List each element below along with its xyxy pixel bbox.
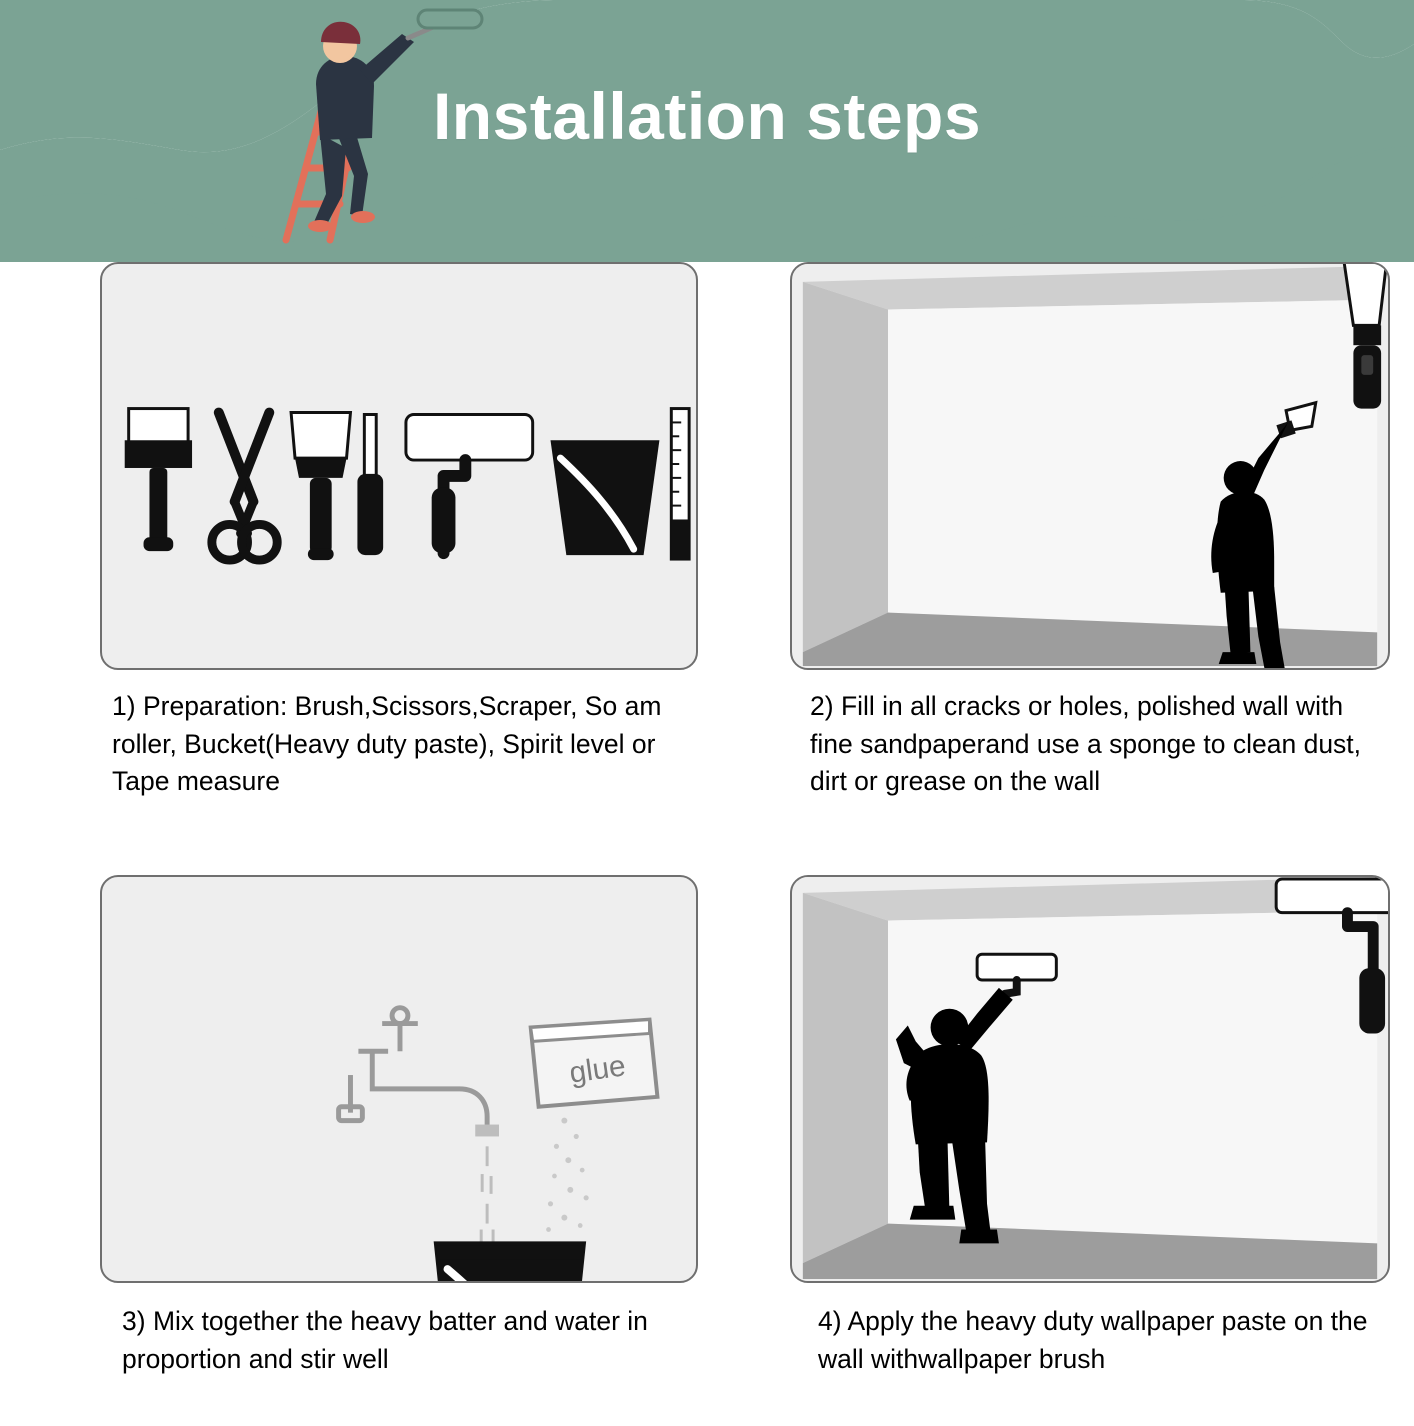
glue-package-icon: [531, 1020, 658, 1107]
step-4-caption: [790, 1303, 1390, 1378]
step-3-caption: [100, 1303, 698, 1378]
step-2: [790, 262, 1390, 801]
step-1-image: [100, 262, 698, 670]
step-4-image: [790, 875, 1390, 1283]
paint-roller-icon: [406, 415, 533, 554]
step-3: [100, 875, 698, 1378]
page-title: Installation steps: [432, 79, 982, 153]
step-2-image: [790, 262, 1390, 670]
step-3-text: Mix together the heavy batter and water in proportion and stir well: [122, 1306, 648, 1374]
water-drops-icon: [481, 1146, 493, 1245]
step-3-image: [100, 875, 698, 1283]
bucket-icon: [434, 1241, 586, 1281]
step-4-text: Apply the heavy duty wallpaper paste on the wall withwallpaper brush: [818, 1306, 1368, 1374]
step-2-text: Fill in all cracks or holes, polished wall with fine sandpaperand use a sponge to clean dust, dirt or grease on the wall: [810, 691, 1362, 797]
step-4: [790, 875, 1390, 1378]
brush-icon: [125, 409, 192, 552]
scissors-icon: [212, 413, 277, 561]
step-3-number: 3): [122, 1306, 146, 1336]
step-1: [100, 262, 698, 801]
faucet-spout: [475, 1125, 499, 1137]
spirit-level-icon: [671, 409, 689, 560]
powder-icon: [546, 1118, 589, 1232]
step-1-caption: [100, 688, 698, 801]
faucet-icon: [339, 1008, 488, 1127]
step-2-number: 2): [810, 691, 834, 721]
glue-label: glue: [567, 1049, 628, 1090]
bucket-icon: [551, 440, 660, 555]
step-1-number: 1): [112, 691, 136, 721]
scraper-icon: [291, 413, 350, 561]
step-2-caption: [790, 688, 1390, 801]
step-1-text: Preparation: Brush,Scissors,Scraper, So am roller, Bucket(Heavy duty paste), Spirit level or Tape measure: [112, 691, 662, 797]
step-4-number: 4): [818, 1306, 842, 1336]
utility-knife-icon: [357, 415, 383, 556]
header-banner: [0, 0, 1414, 262]
